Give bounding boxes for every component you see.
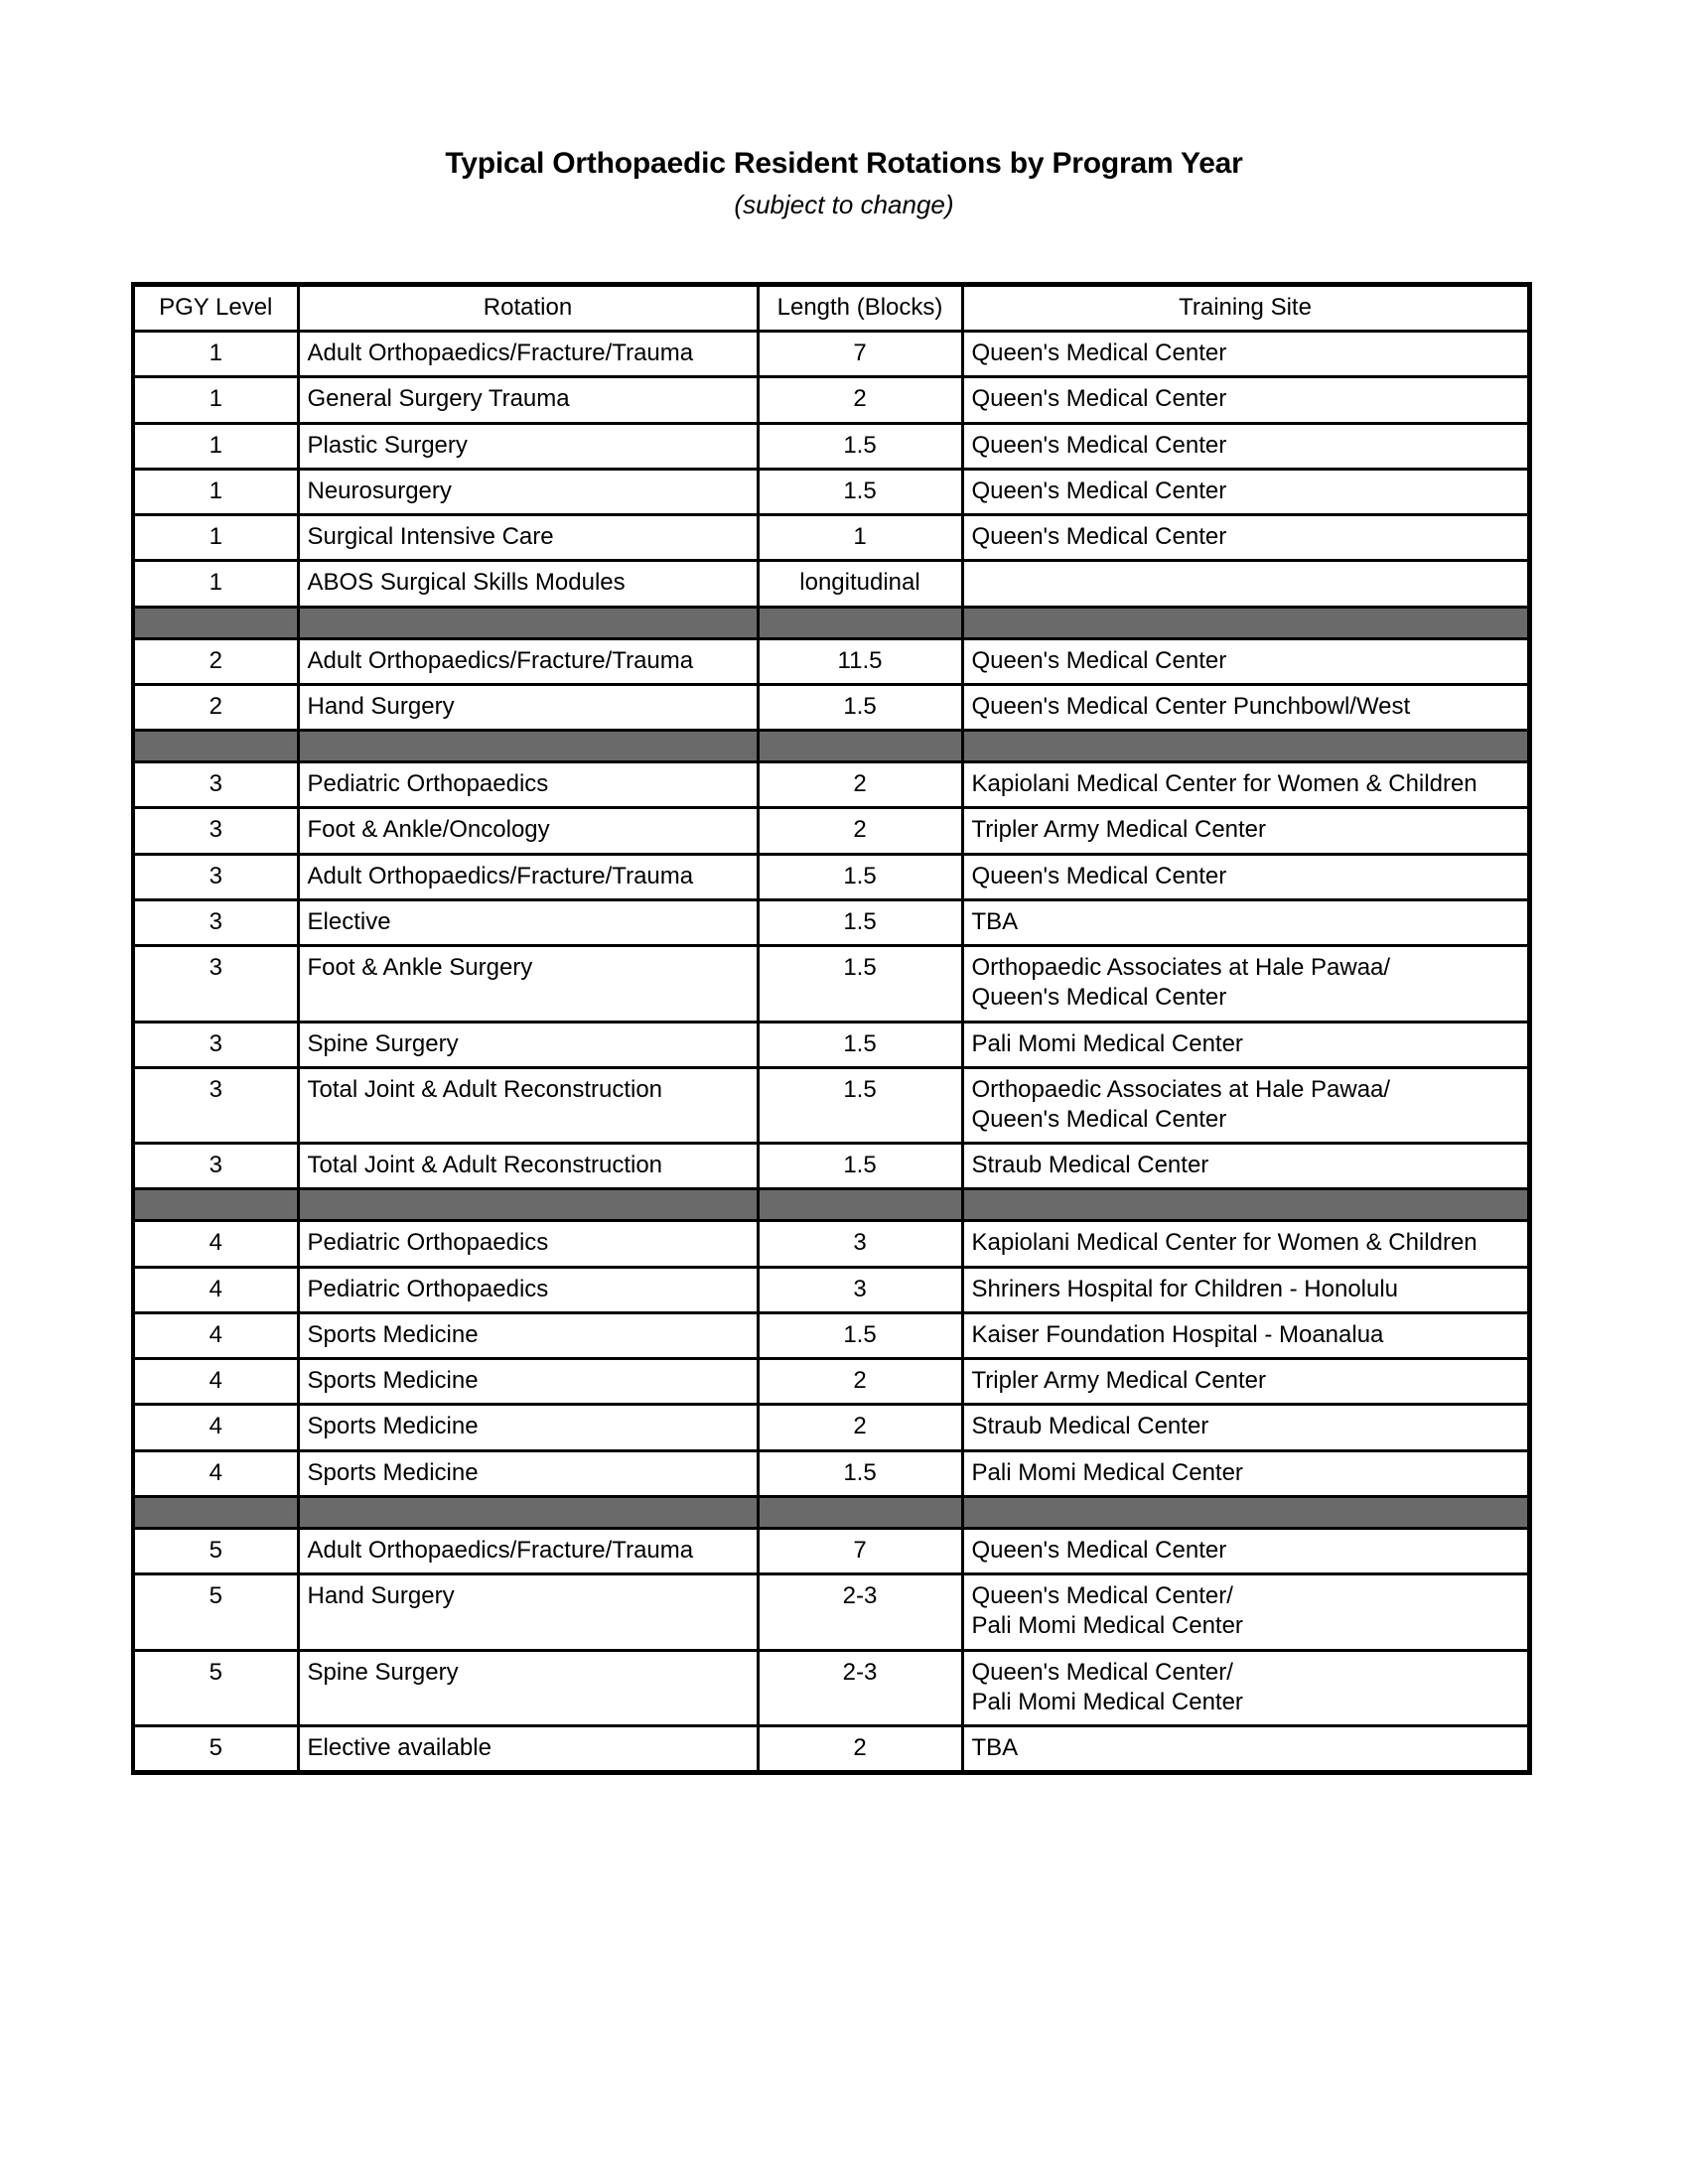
training-site-line-1: Orthopaedic Associates at Hale Pawaa/	[971, 954, 1391, 982]
cell-training-site	[962, 899, 1529, 945]
table-row	[133, 854, 1529, 899]
cell-training-site	[962, 1405, 1529, 1450]
separator-cell	[133, 731, 298, 762]
cell-pgy-level: 1	[133, 469, 298, 514]
table-row	[133, 423, 1529, 469]
cell-rotation: General Surgery Trauma	[298, 377, 758, 423]
cell-rotation: Pediatric Orthopaedics	[298, 1221, 758, 1267]
cell-length-blocks: 3	[758, 1221, 962, 1267]
training-site-line-1: Queen's Medical Center	[971, 523, 1227, 551]
cell-length-blocks: 2	[758, 377, 962, 423]
table-row	[133, 1650, 1529, 1725]
separator-cell	[758, 1189, 962, 1221]
training-site-line-1: TBA	[971, 907, 1019, 935]
table-row	[133, 1574, 1529, 1650]
cell-training-site	[962, 332, 1529, 377]
cell-pgy-level: 2	[133, 638, 298, 684]
table-row	[133, 1726, 1529, 1773]
cell-pgy-level: 1	[133, 561, 298, 607]
cell-pgy-level: 3	[133, 1067, 298, 1143]
cell-rotation: Sports Medicine	[298, 1312, 758, 1358]
column-header-pgy-level: PGY Level	[133, 285, 298, 332]
cell-pgy-level: 3	[133, 946, 298, 1022]
cell-length-blocks: 1.5	[758, 684, 962, 730]
column-header-rotation: Rotation	[298, 285, 758, 332]
section-separator-row	[133, 731, 1529, 762]
cell-length-blocks: 11.5	[758, 638, 962, 684]
cell-pgy-level: 1	[133, 332, 298, 377]
cell-pgy-level: 5	[133, 1650, 298, 1725]
cell-length-blocks: 7	[758, 1528, 962, 1573]
training-site-line-1: Pali Momi Medical Center	[971, 1029, 1243, 1057]
cell-length-blocks: 2	[758, 808, 962, 854]
training-site-line-1: Queen's Medical Center	[971, 646, 1227, 674]
separator-cell	[962, 607, 1529, 638]
cell-length-blocks: 1.5	[758, 469, 962, 514]
cell-training-site	[962, 1221, 1529, 1267]
cell-training-site	[962, 762, 1529, 808]
table-row	[133, 762, 1529, 808]
cell-training-site	[962, 854, 1529, 899]
separator-cell	[298, 731, 758, 762]
cell-training-site	[962, 946, 1529, 1022]
cell-pgy-level: 1	[133, 423, 298, 469]
column-header-length-blocks: Length (Blocks)	[758, 285, 962, 332]
cell-length-blocks: 1.5	[758, 946, 962, 1022]
cell-training-site	[962, 1022, 1529, 1067]
cell-length-blocks: 1.5	[758, 1450, 962, 1496]
cell-training-site	[962, 1144, 1529, 1189]
page-subtitle: (subject to change)	[734, 189, 954, 219]
table-row	[133, 1450, 1529, 1496]
cell-rotation: Total Joint & Adult Reconstruction	[298, 1144, 758, 1189]
separator-cell	[758, 1496, 962, 1528]
cell-length-blocks: 1.5	[758, 1312, 962, 1358]
cell-rotation: Total Joint & Adult Reconstruction	[298, 1067, 758, 1143]
training-site-line-2: Pali Momi Medical Center	[971, 1688, 1243, 1715]
cell-length-blocks: 3	[758, 1267, 962, 1312]
table-row	[133, 899, 1529, 945]
separator-cell	[962, 731, 1529, 762]
cell-pgy-level: 5	[133, 1528, 298, 1573]
cell-pgy-level: 4	[133, 1221, 298, 1267]
training-site-line-1: Queen's Medical Center Punchbowl/West	[971, 692, 1411, 720]
table-row	[133, 1359, 1529, 1405]
cell-rotation: Elective available	[298, 1726, 758, 1773]
cell-length-blocks: 2	[758, 1359, 962, 1405]
cell-length-blocks: 2	[758, 1726, 962, 1773]
cell-pgy-level: 1	[133, 515, 298, 561]
cell-pgy-level: 4	[133, 1312, 298, 1358]
table-row	[133, 1022, 1529, 1067]
cell-training-site	[962, 377, 1529, 423]
cell-length-blocks: 1.5	[758, 899, 962, 945]
cell-length-blocks: longitudinal	[758, 561, 962, 607]
table-row	[133, 1528, 1529, 1573]
cell-pgy-level: 3	[133, 1144, 298, 1189]
cell-rotation: Sports Medicine	[298, 1359, 758, 1405]
cell-rotation: Neurosurgery	[298, 469, 758, 514]
cell-pgy-level: 4	[133, 1405, 298, 1450]
cell-training-site	[962, 808, 1529, 854]
cell-length-blocks: 1.5	[758, 854, 962, 899]
cell-pgy-level: 3	[133, 808, 298, 854]
cell-length-blocks: 2	[758, 1405, 962, 1450]
table-body	[133, 332, 1529, 1773]
section-separator-row	[133, 607, 1529, 638]
table-row	[133, 1221, 1529, 1267]
separator-cell	[962, 1496, 1529, 1528]
training-site-line-1: Queen's Medical Center	[971, 477, 1227, 504]
table-row	[133, 1312, 1529, 1358]
cell-rotation: Pediatric Orthopaedics	[298, 1267, 758, 1312]
cell-pgy-level: 5	[133, 1726, 298, 1773]
cell-pgy-level: 5	[133, 1574, 298, 1650]
table-row	[133, 808, 1529, 854]
training-site-line-1: Kapiolani Medical Center for Women & Children	[971, 1229, 1477, 1257]
cell-rotation: Plastic Surgery	[298, 423, 758, 469]
training-site-line-2: Queen's Medical Center	[971, 1105, 1227, 1133]
cell-training-site	[962, 638, 1529, 684]
cell-length-blocks: 2	[758, 762, 962, 808]
table-row	[133, 561, 1529, 607]
cell-training-site	[962, 1726, 1529, 1773]
table-header	[133, 285, 1529, 332]
cell-pgy-level: 3	[133, 899, 298, 945]
cell-rotation: ABOS Surgical Skills Modules	[298, 561, 758, 607]
table-row	[133, 1267, 1529, 1312]
cell-training-site	[962, 469, 1529, 514]
rotations-table-container	[131, 282, 1527, 1775]
cell-rotation: Adult Orthopaedics/Fracture/Trauma	[298, 332, 758, 377]
table-row	[133, 1144, 1529, 1189]
cell-training-site	[962, 423, 1529, 469]
table-row	[133, 515, 1529, 561]
cell-rotation: Sports Medicine	[298, 1450, 758, 1496]
separator-cell	[758, 607, 962, 638]
separator-cell	[758, 731, 962, 762]
cell-training-site	[962, 1450, 1529, 1496]
cell-length-blocks: 2-3	[758, 1650, 962, 1725]
table-row	[133, 1405, 1529, 1450]
cell-rotation: Sports Medicine	[298, 1405, 758, 1450]
training-site-line-1: Straub Medical Center	[971, 1152, 1209, 1179]
cell-training-site	[962, 1312, 1529, 1358]
table-row	[133, 684, 1529, 730]
cell-length-blocks: 7	[758, 332, 962, 377]
training-site-line-1: Queen's Medical Center/	[971, 1658, 1233, 1686]
cell-training-site	[962, 1574, 1529, 1650]
cell-training-site	[962, 1267, 1529, 1312]
page-title: Typical Orthopaedic Resident Rotations by Program Year	[445, 147, 1243, 180]
cell-training-site	[962, 1528, 1529, 1573]
cell-length-blocks: 1.5	[758, 1067, 962, 1143]
training-site-line-1: Straub Medical Center	[971, 1413, 1209, 1440]
cell-length-blocks: 1.5	[758, 1022, 962, 1067]
training-site-line-2: Pali Momi Medical Center	[971, 1612, 1243, 1640]
separator-cell	[298, 607, 758, 638]
training-site-line-1: Queen's Medical Center	[971, 385, 1227, 413]
training-site-line-1: Queen's Medical Center	[971, 862, 1227, 889]
cell-pgy-level: 3	[133, 762, 298, 808]
training-site-line-2: Queen's Medical Center	[971, 984, 1227, 1012]
training-site-line-1: TBA	[971, 1734, 1019, 1762]
cell-rotation: Foot & Ankle Surgery	[298, 946, 758, 1022]
table-row	[133, 469, 1529, 514]
cell-pgy-level: 4	[133, 1267, 298, 1312]
cell-training-site	[962, 1359, 1529, 1405]
cell-rotation: Surgical Intensive Care	[298, 515, 758, 561]
cell-pgy-level: 1	[133, 377, 298, 423]
table-row	[133, 377, 1529, 423]
cell-rotation: Hand Surgery	[298, 1574, 758, 1650]
cell-rotation: Hand Surgery	[298, 684, 758, 730]
cell-rotation: Spine Surgery	[298, 1650, 758, 1725]
column-header-training-site: Training Site	[962, 285, 1529, 332]
training-site-line-1: Kapiolani Medical Center for Women & Children	[971, 770, 1477, 798]
cell-training-site	[962, 684, 1529, 730]
cell-length-blocks: 2-3	[758, 1574, 962, 1650]
separator-cell	[298, 1189, 758, 1221]
table-header-row	[133, 285, 1529, 332]
cell-rotation: Elective	[298, 899, 758, 945]
cell-training-site	[962, 1650, 1529, 1725]
cell-length-blocks: 1.5	[758, 1144, 962, 1189]
table-row	[133, 1067, 1529, 1143]
cell-pgy-level: 3	[133, 854, 298, 899]
separator-cell	[962, 1189, 1529, 1221]
table-row	[133, 638, 1529, 684]
training-site-line-1: Queen's Medical Center	[971, 1536, 1227, 1564]
cell-pgy-level: 4	[133, 1359, 298, 1405]
separator-cell	[133, 1189, 298, 1221]
cell-rotation: Foot & Ankle/Oncology	[298, 808, 758, 854]
section-separator-row	[133, 1496, 1529, 1528]
training-site-line-1: Queen's Medical Center/	[971, 1582, 1233, 1610]
cell-length-blocks: 1.5	[758, 423, 962, 469]
training-site-line-1: Tripler Army Medical Center	[971, 816, 1267, 844]
cell-rotation: Adult Orthopaedics/Fracture/Trauma	[298, 1528, 758, 1573]
separator-cell	[298, 1496, 758, 1528]
cell-length-blocks: 1	[758, 515, 962, 561]
rotations-table	[131, 282, 1532, 1775]
training-site-line-1: Queen's Medical Center	[971, 431, 1227, 459]
table-row	[133, 332, 1529, 377]
training-site-line-1: Kaiser Foundation Hospital - Moanalua	[971, 1320, 1384, 1348]
cell-training-site	[962, 561, 1529, 607]
training-site-line-1: Shriners Hospital for Children - Honolulu	[971, 1275, 1399, 1302]
cell-training-site	[962, 515, 1529, 561]
training-site-line-1: Queen's Medical Center	[971, 340, 1227, 367]
training-site-line-1: Orthopaedic Associates at Hale Pawaa/	[971, 1075, 1391, 1103]
cell-pgy-level: 4	[133, 1450, 298, 1496]
title-block	[0, 0, 1688, 218]
cell-pgy-level: 2	[133, 684, 298, 730]
separator-cell	[133, 1496, 298, 1528]
cell-rotation: Spine Surgery	[298, 1022, 758, 1067]
table-row	[133, 946, 1529, 1022]
separator-cell	[133, 607, 298, 638]
cell-rotation: Adult Orthopaedics/Fracture/Trauma	[298, 854, 758, 899]
section-separator-row	[133, 1189, 1529, 1221]
cell-rotation: Adult Orthopaedics/Fracture/Trauma	[298, 638, 758, 684]
training-site-line-1: Pali Momi Medical Center	[971, 1458, 1243, 1486]
cell-training-site	[962, 1067, 1529, 1143]
training-site-line-1: Tripler Army Medical Center	[971, 1367, 1267, 1395]
cell-rotation: Pediatric Orthopaedics	[298, 762, 758, 808]
cell-pgy-level: 3	[133, 1022, 298, 1067]
